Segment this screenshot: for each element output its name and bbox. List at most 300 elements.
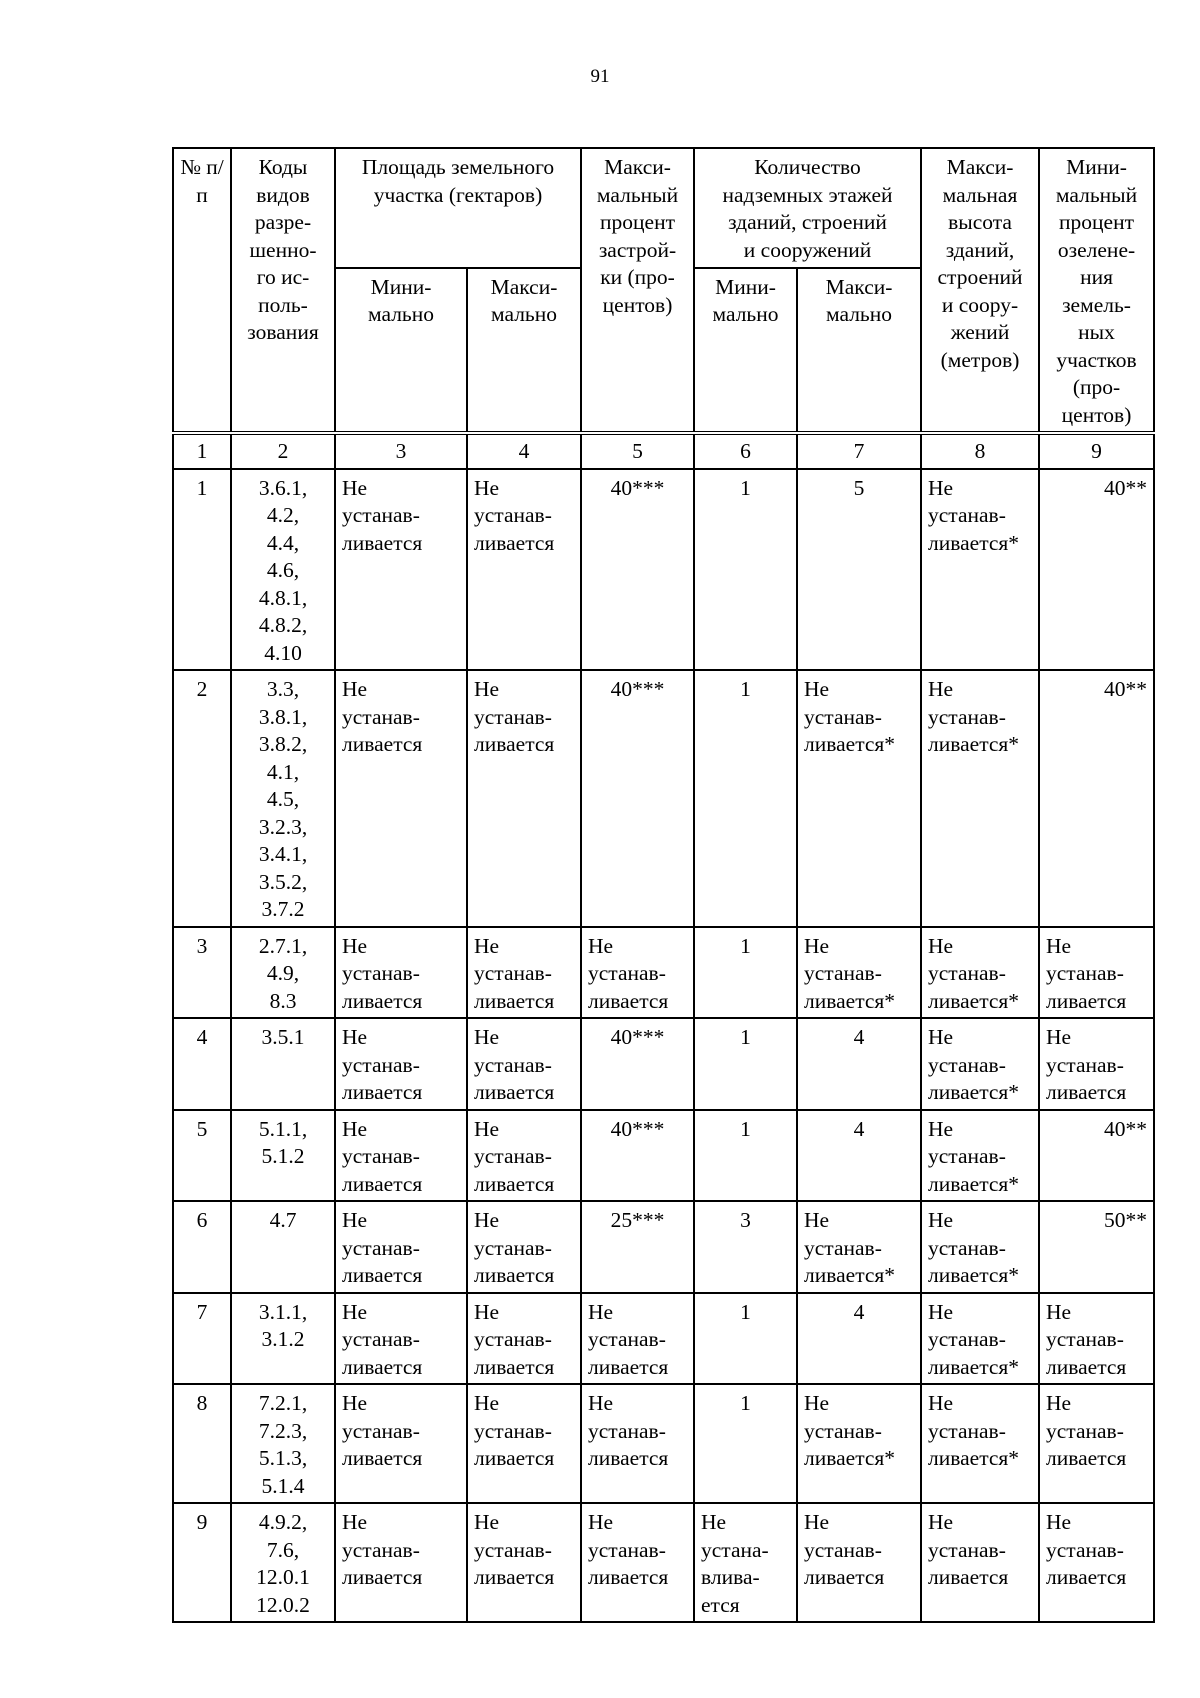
max-build-percent-cell <box>581 927 694 1019</box>
floors-max-cell <box>797 670 921 927</box>
cell-line: устанав- <box>342 1537 420 1562</box>
cell-line: 5.1.3, <box>258 1446 308 1470</box>
column-number: 7 <box>797 433 921 469</box>
area-max-cell <box>467 670 581 927</box>
cell-line: Не <box>342 1299 368 1324</box>
area-max-cell <box>467 927 581 1019</box>
header-line: Мини- <box>715 274 776 299</box>
max-build-percent-cell <box>581 469 694 671</box>
cell-line: ливается <box>342 1354 423 1379</box>
column-number-row <box>173 433 1154 469</box>
area-min-cell <box>335 1018 467 1110</box>
use-codes-cell <box>231 670 335 927</box>
cell-line: 2.7.1, <box>258 933 308 958</box>
use-codes-cell <box>231 1201 335 1293</box>
cell-line: Не <box>588 1510 614 1534</box>
use-codes-cell <box>231 927 335 1019</box>
cell-line: ливается <box>1046 1354 1127 1379</box>
max-height-cell <box>921 1384 1039 1503</box>
cell-line: ливается <box>342 1565 423 1589</box>
cell-line: 4.6, <box>266 558 300 582</box>
cell-line: Не <box>474 933 500 958</box>
use-codes-cell <box>231 1110 335 1202</box>
header-line: мальный <box>596 182 679 207</box>
cell-line: 4.8.2, <box>258 613 308 637</box>
column-number: 6 <box>694 433 797 469</box>
cell-line: Не <box>928 1116 954 1141</box>
floors-min-cell <box>694 670 797 927</box>
cell-line: устанав- <box>588 1418 666 1443</box>
cell-line: 40** <box>1104 1116 1148 1141</box>
floors-min-cell <box>694 1110 797 1202</box>
header-line: поль- <box>258 292 308 317</box>
header-line: Макси- <box>825 274 893 299</box>
min-green-percent-cell <box>1039 670 1154 927</box>
cell-line: Не <box>342 1510 368 1534</box>
floors-max-cell <box>797 1018 921 1110</box>
cell-line: 3.6.1, <box>258 475 308 500</box>
cell-line: устанав- <box>928 503 1006 527</box>
header-line: озелене- <box>1057 237 1136 262</box>
cell-line: 1 <box>740 1116 751 1141</box>
area-min-cell <box>335 1110 467 1202</box>
header-line: зданий, строений <box>728 210 887 234</box>
table-row <box>173 1293 1154 1385</box>
cell-line: 5.1.1, <box>258 1116 308 1141</box>
header-line: мальный <box>1055 182 1138 207</box>
cell-line: ливается* <box>804 732 896 756</box>
header-line: процент <box>600 210 675 234</box>
cell-line: устанав- <box>474 1144 552 1168</box>
cell-line: 3.1.2 <box>261 1327 305 1351</box>
row-number-cell: 9 <box>173 1503 231 1622</box>
cell-line: Не <box>928 933 954 958</box>
max-build-percent-cell <box>581 1503 694 1622</box>
cell-line: устанав- <box>342 961 420 985</box>
floors-max-cell <box>797 1110 921 1202</box>
table-row <box>173 1201 1154 1293</box>
cell-line: 4 <box>853 1116 865 1141</box>
cell-line: Не <box>928 1025 954 1049</box>
cell-line: Не <box>928 1208 954 1232</box>
cell-line: устанав- <box>1046 1327 1124 1351</box>
header-line: ных <box>1078 320 1115 344</box>
row-number-cell: 2 <box>173 670 231 927</box>
max-build-percent-cell <box>581 670 694 927</box>
header-line: ния <box>1080 265 1113 289</box>
cell-line: ливается* <box>804 1263 896 1287</box>
header-line: строений <box>937 265 1023 289</box>
row-number-cell: 8 <box>173 1384 231 1503</box>
cell-line: Не <box>342 1391 368 1415</box>
header-codes <box>231 148 335 433</box>
header-line: Площадь земельного <box>361 155 555 179</box>
cell-line: устанав- <box>588 1537 666 1562</box>
area-min-cell <box>335 927 467 1019</box>
cell-line: ливается <box>474 1080 555 1104</box>
cell-line: устанав- <box>474 704 552 729</box>
cell-line: Не <box>701 1510 727 1534</box>
cell-line: 1 <box>740 475 751 500</box>
cell-line: ливается <box>342 732 423 756</box>
cell-line: 4.9.2, <box>258 1510 308 1534</box>
header-line: надземных этажей <box>722 182 893 207</box>
cell-line: Не <box>474 1208 500 1232</box>
cell-line: ливается <box>1046 1565 1127 1589</box>
area-max-cell <box>467 469 581 671</box>
cell-line: Не <box>1046 933 1072 958</box>
cell-line: 3.3, <box>266 677 300 701</box>
table-row <box>173 469 1154 671</box>
cell-line: Не <box>804 933 830 958</box>
cell-line: 40*** <box>610 1025 665 1049</box>
cell-line: влива- <box>701 1565 760 1589</box>
cell-line: 3.2.3, <box>258 814 308 839</box>
cell-line: Не <box>1046 1391 1072 1415</box>
row-number-cell: 4 <box>173 1018 231 1110</box>
header-line: Макси- <box>604 155 671 179</box>
floors-min-cell <box>694 1384 797 1503</box>
cell-line: устана- <box>701 1537 769 1562</box>
cell-line: 4.8.1, <box>258 585 308 610</box>
cell-line: 4.4, <box>266 530 300 555</box>
cell-line: устанав- <box>928 1418 1006 1443</box>
column-number: 9 <box>1039 433 1154 469</box>
cell-line: 3.8.2, <box>258 732 308 756</box>
cell-line: Не <box>804 677 830 701</box>
header-line: Количество <box>754 155 861 179</box>
cell-line: 1 <box>740 1299 751 1324</box>
cell-line: ливается <box>474 1354 555 1379</box>
cell-line: 5.1.4 <box>261 1473 305 1498</box>
floors-max-cell <box>797 1384 921 1503</box>
column-number: 5 <box>581 433 694 469</box>
cell-line: 40*** <box>610 677 665 701</box>
cell-line: устанав- <box>474 1052 552 1077</box>
cell-line: устанав- <box>474 1537 552 1562</box>
area-min-cell <box>335 1384 467 1503</box>
header-line: центов) <box>1061 402 1132 427</box>
cell-line: ливается* <box>928 1263 1020 1287</box>
cell-line: устанав- <box>804 961 882 985</box>
area-max-cell <box>467 1201 581 1293</box>
cell-line: ливается <box>474 530 555 555</box>
cell-line: Не <box>474 1299 500 1324</box>
header-line: (метров) <box>940 347 1020 372</box>
cell-line: ливается* <box>928 530 1020 555</box>
area-min-cell <box>335 1201 467 1293</box>
cell-line: 12.0.1 <box>256 1565 310 1589</box>
cell-line: 4.10 <box>264 640 302 665</box>
cell-line: 4.2, <box>266 503 300 527</box>
cell-line: устанав- <box>928 1537 1006 1562</box>
cell-line: 40** <box>1104 475 1148 500</box>
header-line: Мини- <box>1066 155 1127 179</box>
cell-line: Не <box>804 1510 830 1534</box>
cell-line: 7.2.3, <box>258 1418 308 1443</box>
max-height-cell <box>921 1293 1039 1385</box>
cell-line: Не <box>588 1391 614 1415</box>
cell-line: ливается <box>474 1446 555 1470</box>
header-area-min <box>335 268 467 433</box>
floors-min-cell <box>694 1503 797 1622</box>
header-line: Макси- <box>946 155 1014 179</box>
header-floors-group <box>694 148 921 268</box>
cell-line: устанав- <box>804 1235 882 1260</box>
cell-line: 1 <box>740 1025 751 1049</box>
cell-line: 3.7.2 <box>261 897 305 921</box>
header-line: процент <box>1059 210 1134 234</box>
cell-line: устанав- <box>342 1235 420 1260</box>
cell-line: ливается* <box>928 1171 1020 1196</box>
cell-line: ливается <box>342 988 423 1013</box>
floors-max-cell <box>797 1503 921 1622</box>
cell-line: ливается <box>1046 988 1127 1013</box>
cell-line: Не <box>474 1116 500 1141</box>
row-number-cell: 3 <box>173 927 231 1019</box>
cell-line: Не <box>342 1116 368 1141</box>
header-line: разре- <box>254 210 312 234</box>
cell-line: ливается <box>474 1565 555 1589</box>
row-number-cell: 7 <box>173 1293 231 1385</box>
cell-line: ливается <box>588 988 669 1013</box>
header-line: жений <box>950 320 1010 344</box>
area-max-cell <box>467 1503 581 1622</box>
cell-line: Не <box>1046 1025 1072 1049</box>
header-line: зданий, <box>945 237 1015 262</box>
cell-line: 3.5.2, <box>258 869 308 894</box>
cell-line: 40** <box>1104 677 1148 701</box>
cell-line: Не <box>474 677 500 701</box>
row-number-cell: 5 <box>173 1110 231 1202</box>
area-max-cell <box>467 1293 581 1385</box>
header-number <box>173 148 231 433</box>
header-max-build-percent <box>581 148 694 433</box>
min-green-percent-cell <box>1039 1293 1154 1385</box>
floors-max-cell <box>797 1201 921 1293</box>
min-green-percent-cell <box>1039 1201 1154 1293</box>
header-line: мальная <box>942 182 1018 207</box>
max-build-percent-cell <box>581 1293 694 1385</box>
cell-line: Не <box>474 1391 500 1415</box>
header-line: зования <box>247 320 319 344</box>
cell-line: Не <box>588 1299 614 1324</box>
table-row <box>173 1384 1154 1503</box>
header-line: (про- <box>1072 375 1121 399</box>
table-row <box>173 927 1154 1019</box>
cell-line: устанав- <box>804 1418 882 1443</box>
cell-line: ливается <box>588 1354 669 1379</box>
max-height-cell <box>921 1201 1039 1293</box>
cell-line: 50** <box>1104 1208 1148 1232</box>
cell-line: устанав- <box>928 1235 1006 1260</box>
cell-line: устанав- <box>342 1144 420 1168</box>
cell-line: Не <box>804 1391 830 1415</box>
area-max-cell <box>467 1384 581 1503</box>
header-line: ки (про- <box>600 265 675 289</box>
table-row <box>173 1018 1154 1110</box>
header-line: видов <box>256 182 310 207</box>
cell-line: 4.7 <box>269 1208 297 1232</box>
cell-line: устанав- <box>474 1418 552 1443</box>
table-row <box>173 670 1154 927</box>
cell-line: устанав- <box>1046 961 1124 985</box>
cell-line: 1 <box>740 1391 751 1415</box>
cell-line: устанав- <box>1046 1052 1124 1077</box>
min-green-percent-cell <box>1039 1503 1154 1622</box>
use-codes-cell <box>231 1293 335 1385</box>
header-line: участков <box>1056 347 1137 372</box>
floors-min-cell <box>694 927 797 1019</box>
row-number-cell: 6 <box>173 1201 231 1293</box>
header-floors-min <box>694 268 797 433</box>
floors-min-cell <box>694 1201 797 1293</box>
cell-line: ливается <box>342 1171 423 1196</box>
cell-line: 3 <box>740 1208 751 1232</box>
cell-line: устанав- <box>342 1418 420 1443</box>
cell-line: ливается <box>1046 1446 1127 1470</box>
cell-line: устанав- <box>928 1144 1006 1168</box>
header-max-height <box>921 148 1039 433</box>
cell-line: устанав- <box>928 704 1006 729</box>
header-line: высота <box>948 210 1012 234</box>
cell-line: ливается <box>342 530 423 555</box>
cell-line: ливается <box>928 1565 1009 1589</box>
cell-line: Не <box>342 1025 368 1049</box>
header-line: и сооружений <box>743 237 872 262</box>
cell-line: устанав- <box>804 1537 882 1562</box>
cell-line: 8.3 <box>269 988 297 1013</box>
cell-line: устанав- <box>1046 1537 1124 1562</box>
cell-line: Не <box>474 1510 500 1534</box>
cell-line: устанав- <box>342 1327 420 1351</box>
cell-line: 3.5.1 <box>261 1025 305 1049</box>
cell-line: ливается* <box>928 732 1020 756</box>
max-height-cell <box>921 1018 1039 1110</box>
cell-line: 40*** <box>610 475 665 500</box>
cell-line: 7.6, <box>266 1537 300 1562</box>
use-codes-cell <box>231 1018 335 1110</box>
min-green-percent-cell <box>1039 927 1154 1019</box>
row-number-cell: 1 <box>173 469 231 671</box>
cell-line: ливается <box>804 1565 885 1589</box>
cell-line: 3.4.1, <box>258 842 308 866</box>
cell-line: 12.0.2 <box>256 1592 310 1617</box>
cell-line: 3.8.1, <box>258 704 308 729</box>
cell-line: 4.5, <box>266 787 300 811</box>
column-number: 8 <box>921 433 1039 469</box>
cell-line: ливается <box>588 1565 669 1589</box>
header-area-group <box>335 148 581 268</box>
cell-line: Не <box>804 1208 830 1232</box>
max-height-cell <box>921 670 1039 927</box>
cell-line: устанав- <box>342 503 420 527</box>
cell-line: 7.2.1, <box>258 1391 308 1415</box>
cell-line: 5.1.2 <box>261 1144 305 1168</box>
max-build-percent-cell <box>581 1384 694 1503</box>
cell-line: устанав- <box>474 503 552 527</box>
cell-line: устанав- <box>928 1052 1006 1077</box>
cell-line: устанав- <box>342 704 420 729</box>
cell-line: устанав- <box>804 704 882 729</box>
table-row <box>173 1503 1154 1622</box>
cell-line: ливается <box>342 1080 423 1104</box>
cell-line: Не <box>928 1391 954 1415</box>
use-codes-cell <box>231 1384 335 1503</box>
cell-line: ливается* <box>928 988 1020 1013</box>
cell-line: ливается* <box>928 1080 1020 1104</box>
column-number: 3 <box>335 433 467 469</box>
area-min-cell <box>335 670 467 927</box>
header-line: мально <box>712 302 779 327</box>
cell-line: 25*** <box>610 1208 665 1232</box>
max-build-percent-cell <box>581 1110 694 1202</box>
cell-line: ливается* <box>804 988 896 1013</box>
cell-line: ливается <box>474 988 555 1013</box>
header-line: Мини- <box>370 274 432 299</box>
cell-line: Не <box>928 1299 954 1324</box>
cell-line: 1 <box>740 677 751 701</box>
area-max-cell <box>467 1018 581 1110</box>
cell-line: 3.1.1, <box>258 1299 308 1324</box>
page-number: 91 <box>590 66 610 87</box>
cell-line: Не <box>928 677 954 701</box>
area-min-cell <box>335 1503 467 1622</box>
max-build-percent-cell <box>581 1018 694 1110</box>
cell-line: устанав- <box>474 1235 552 1260</box>
min-green-percent-cell <box>1039 1110 1154 1202</box>
header-line: мально <box>491 302 557 327</box>
cell-line: ливается <box>1046 1080 1127 1104</box>
cell-line: устанав- <box>928 961 1006 985</box>
cell-line: Не <box>474 475 500 500</box>
cell-line: устанав- <box>588 1327 666 1351</box>
cell-line: ливается* <box>928 1446 1020 1470</box>
cell-line: ливается <box>342 1446 423 1470</box>
cell-line: Не <box>928 475 954 500</box>
header-line: центов) <box>602 292 673 317</box>
cell-line: устанав- <box>928 1327 1006 1351</box>
header-min-green-percent <box>1039 148 1154 433</box>
cell-line: Не <box>588 933 614 958</box>
header-line: мально <box>826 302 892 327</box>
cell-line: Не <box>342 933 368 958</box>
regulations-table <box>172 147 1155 1623</box>
cell-line: ливается <box>588 1446 669 1470</box>
header-area-max <box>467 268 581 433</box>
header-line: и соору- <box>941 292 1019 317</box>
floors-max-cell <box>797 469 921 671</box>
cell-line: устанав- <box>1046 1418 1124 1443</box>
cell-line: ливается* <box>804 1446 896 1470</box>
header-line: земель- <box>1062 292 1131 317</box>
cell-line: 4.1, <box>266 759 300 784</box>
area-min-cell <box>335 1293 467 1385</box>
cell-line: Не <box>928 1510 954 1534</box>
header-floors-max <box>797 268 921 433</box>
cell-line: Не <box>1046 1299 1072 1324</box>
min-green-percent-cell <box>1039 1018 1154 1110</box>
cell-line: 40*** <box>610 1116 665 1141</box>
cell-line: устанав- <box>474 1327 552 1351</box>
cell-line: Не <box>342 1208 368 1232</box>
max-height-cell <box>921 1503 1039 1622</box>
floors-min-cell <box>694 1293 797 1385</box>
column-number: 4 <box>467 433 581 469</box>
cell-line: ется <box>701 1592 740 1617</box>
header-line: го ис- <box>256 265 310 289</box>
max-build-percent-cell <box>581 1201 694 1293</box>
